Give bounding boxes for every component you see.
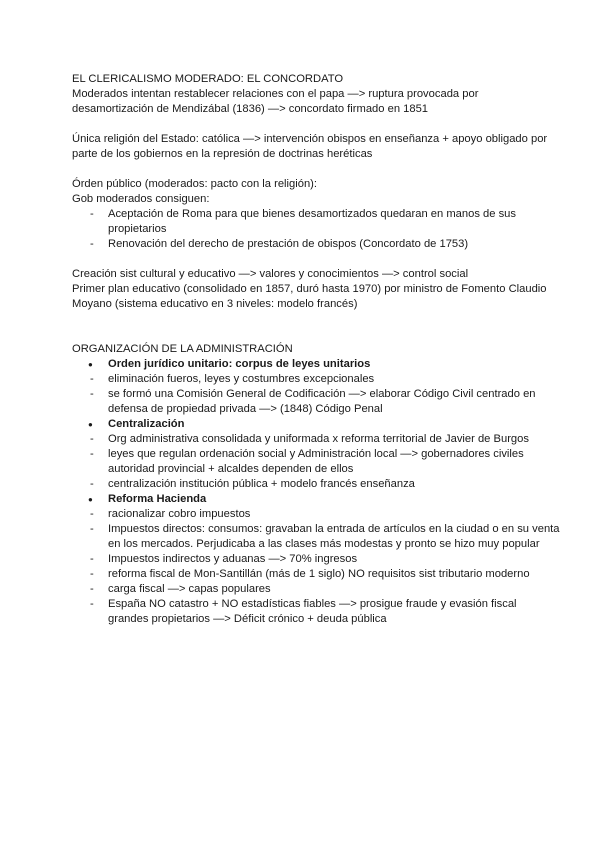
- orden-publico-heading: Órden público (moderados: pacto con la religión):: [72, 178, 318, 190]
- orden-juridico-list: [72, 372, 560, 417]
- list-item: - Org administrativa consolidada y uniformada x reforma territorial de Javier de Burgos: [72, 432, 560, 447]
- paragraph-sistema-cultural: Creación sist cultural y educativo —> valores y conocimientos —> control social: [72, 268, 469, 280]
- list-item: - Impuestos directos: consumos: gravaban la entrada de artículos en la ciudad o en su venta en los mercados. Perjudicaba a las clases más modestas y pronto se hizo muy popular: [72, 522, 560, 552]
- reforma-hacienda-list: [72, 507, 560, 627]
- group-heading-list: [72, 357, 560, 372]
- group-heading-orden-juridico: ● Orden jurídico unitario: corpus de leyes unitarios: [72, 357, 560, 372]
- paragraph-plan-educativo: Primer plan educativo (consolidado en 1857, duró hasta 1970) por ministro de Fomento Claudio Moyano (sistema educativo en 3 niveles: modelo francés): [72, 283, 547, 310]
- list-item: - Impuestos indirectos y aduanas —> 70% ingresos: [72, 552, 560, 567]
- group-heading-list: [72, 417, 560, 432]
- section-title-administracion: ORGANIZACIÓN DE LA ADMINISTRACIÓN: [72, 343, 293, 355]
- list-item: - Renovación del derecho de prestación de obispos (Concordato de 1753): [72, 237, 560, 252]
- list-item: - centralización institución pública + modelo francés enseñanza: [72, 477, 560, 492]
- centralizacion-list: [72, 432, 560, 492]
- list-item: - Aceptación de Roma para que bienes desamortizados quedaran en manos de sus propietarios: [72, 207, 560, 237]
- section-title-clericalismo: EL CLERICALISMO MODERADO: EL CONCORDATO: [72, 73, 344, 85]
- gob-moderados-list: [72, 207, 560, 252]
- paragraph-relaciones-papa: Moderados intentan restablecer relaciones con el papa —> ruptura provocada por desamortización de Mendizábal (1836) —> concordato firmado en 1851: [72, 88, 479, 115]
- list-item: - leyes que regulan ordenación social y Administración local —> gobernadores civiles autoridad provincial + alcaldes dependen de ellos: [72, 447, 560, 477]
- group-heading-reforma-hacienda: ● Reforma Hacienda: [72, 492, 560, 507]
- list-item: - carga fiscal —> capas populares: [72, 582, 560, 597]
- group-heading-centralizacion: ● Centralización: [72, 417, 560, 432]
- gob-moderados-line: Gob moderados consiguen:: [72, 193, 210, 205]
- group-heading-list: [72, 492, 560, 507]
- list-item: - reforma fiscal de Mon-Santillán (más de 1 siglo) NO requisitos sist tributario moderno: [72, 567, 560, 582]
- list-item: - España NO catastro + NO estadísticas fiables —> prosigue fraude y evasión fiscal grandes propietarios —> Déficit crónico + deuda pública: [72, 597, 560, 627]
- list-item: - eliminación fueros, leyes y costumbres excepcionales: [72, 372, 560, 387]
- list-item: - se formó una Comisión General de Codificación —> elaborar Código Civil centrado en defensa de propiedad privada —> (1848) Código Penal: [72, 387, 560, 417]
- paragraph-religion-estado: Única religión del Estado: católica —> intervención obispos en enseñanza + apoyo obligado por parte de los gobiernos en la represión de doctrinas heréticas: [72, 133, 548, 160]
- list-item: - racionalizar cobro impuestos: [72, 507, 560, 522]
